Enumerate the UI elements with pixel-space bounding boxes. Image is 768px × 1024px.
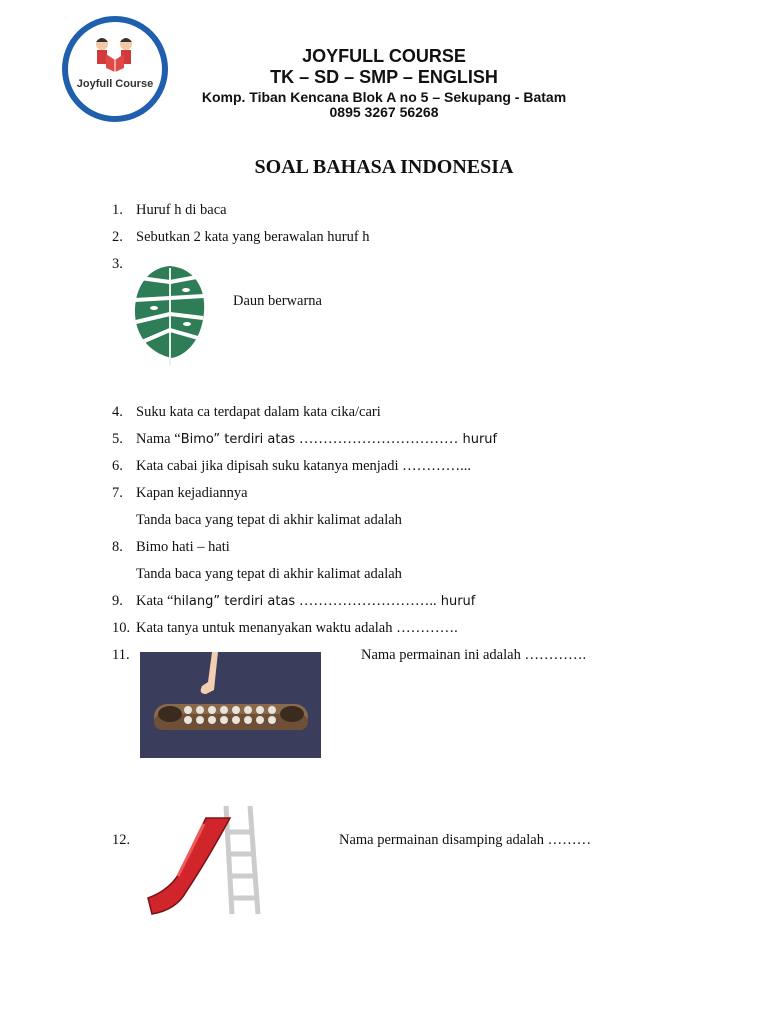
congklak-board-icon xyxy=(140,652,321,758)
question-number: 5. xyxy=(112,431,123,447)
question-text: Kata cabai jika dipisah suku katanya menjadi …………... xyxy=(136,458,472,474)
course-name: JOYFULL COURSE xyxy=(302,46,466,66)
question-number: 8. xyxy=(112,539,123,555)
question-number: 9. xyxy=(112,593,123,609)
course-phone: 0895 3267 56268 xyxy=(329,104,439,120)
slide-icon xyxy=(146,802,266,916)
question-7-subtext: Tanda baca yang tepat di akhir kalimat adalah xyxy=(136,512,402,528)
question-3-text: Daun berwarna xyxy=(233,293,322,309)
question-11-text: Nama permainan ini adalah …………. xyxy=(361,647,587,663)
question-text: Nama “Bimo” terdiri atas …………………………… huruf xyxy=(136,431,498,447)
monstera-leaf-icon xyxy=(132,262,208,368)
logo-text: Joyfull Course xyxy=(76,78,154,90)
question-number: 7. xyxy=(112,485,123,501)
question-number: 4. xyxy=(112,404,123,420)
page-title: SOAL BAHASA INDONESIA xyxy=(254,156,514,178)
question-8-subtext: Tanda baca yang tepat di akhir kalimat adalah xyxy=(136,566,402,582)
question-number: 11. xyxy=(112,647,130,663)
question-text: Kapan kejadiannya xyxy=(136,485,248,501)
question-12-text: Nama permainan disamping adalah ……… xyxy=(339,832,592,848)
course-address: Komp. Tiban Kencana Blok A no 5 – Sekupang - Batam xyxy=(201,89,567,105)
question-text: Suku kata ca terdapat dalam kata cika/cari xyxy=(136,404,381,420)
question-number: 3. xyxy=(112,256,123,272)
course-levels: TK – SD – SMP – ENGLISH xyxy=(270,67,498,87)
question-number: 6. xyxy=(112,458,123,474)
question-number: 12. xyxy=(112,832,131,848)
question-number: 10. xyxy=(112,620,131,636)
question-text: Sebutkan 2 kata yang berawalan huruf h xyxy=(136,229,370,245)
question-text: Kata tanya untuk menanyakan waktu adalah …………. xyxy=(136,620,458,636)
question-text: Kata “hilang” terdiri atas ……………………….. huruf xyxy=(136,593,476,609)
question-number: 1. xyxy=(112,202,123,218)
question-text: Bimo hati – hati xyxy=(136,539,230,555)
question-text: Huruf h di baca xyxy=(136,202,227,218)
question-number: 2. xyxy=(112,229,123,245)
